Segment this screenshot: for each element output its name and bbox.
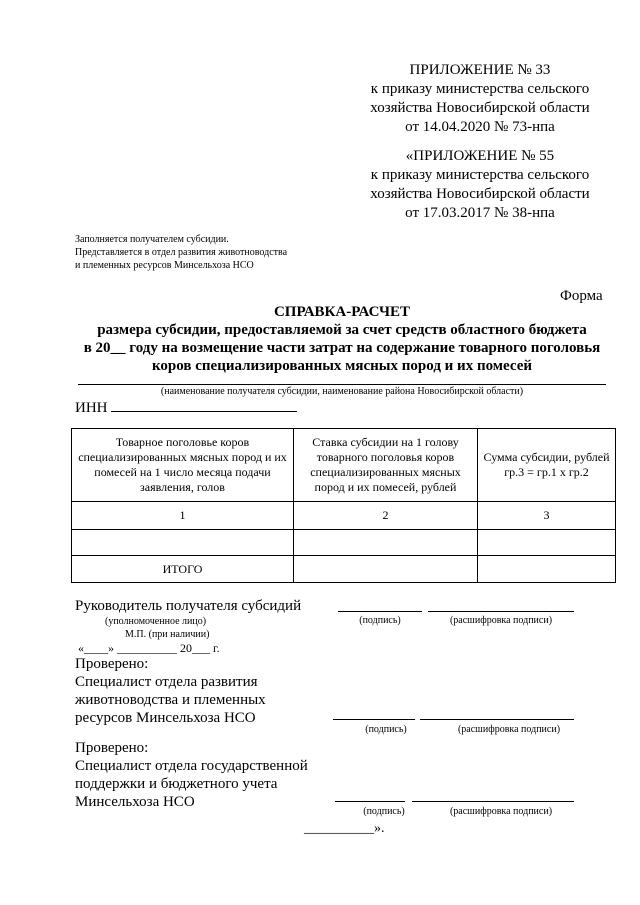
recipient-name-line [78,384,606,385]
date-line: «____» __________ 20___ г. [78,641,220,655]
form-label: Форма [560,288,603,304]
appendix-55-line: хозяйства Новосибирской области [370,186,590,202]
title-line: размера субсидии, предоставляемой за счет средств областного бюджета [97,322,587,338]
stamp-note: М.П. (при наличии) [125,629,210,640]
header-cell: Сумма субсидии, рублей гр.3 = гр.1 х гр.2 [478,429,616,502]
specialist-2-line: Специалист отдела государственной [75,758,308,774]
inn-row [75,399,297,417]
title-line: коров специализированных мясных пород и их помесей [151,358,532,374]
specialist-1-line: ресурсов Минсельхоза НСО [75,710,256,726]
specialist-2-line: Минсельхоза НСО [75,794,195,810]
closing-mark: __________». [304,821,385,836]
total-row [72,556,616,583]
signature-line [335,801,405,802]
checked-label: Проверено: [75,656,149,672]
table-cell [72,530,294,556]
appendix-55-line: от 17.03.2017 № 38-нпа [405,205,555,221]
appendix-33 [330,61,630,137]
total-label: ИТОГО [72,556,294,583]
specialist-2 [75,757,308,811]
column-number: 1 [72,502,294,530]
signature-caption: (подпись) [363,806,405,817]
document-title [70,303,614,375]
subsidy-table [71,428,616,583]
appendix-55 [330,147,630,223]
column-number: 3 [478,502,616,530]
specialist-1 [75,673,266,727]
signature-decode-line [428,611,574,612]
filling-note-line: Заполняется получателем субсидии. [75,234,229,245]
signature-line [338,611,422,612]
appendix-33-line: от 14.04.2020 № 73-нпа [405,119,555,135]
column-number-row [72,502,616,530]
signature-caption: (подпись) [359,615,401,626]
appendix-55-heading: «ПРИЛОЖЕНИЕ № 55 [405,148,555,164]
recipient-caption: (наименование получателя субсидии, наименование района Новосибирской области) [160,386,524,397]
filling-note [75,233,287,272]
table-cell [478,530,616,556]
checked-label: Проверено: [75,740,149,756]
appendix-33-heading: ПРИЛОЖЕНИЕ № 33 [409,62,551,78]
signature-decode-line [420,719,574,720]
column-number: 2 [294,502,478,530]
appendix-33-line: к приказу министерства сельского [370,81,590,97]
head-label: Руководитель получателя субсидий [75,598,302,614]
table-cell [294,530,478,556]
title-main: СПРАВКА-РАСЧЕТ [273,304,411,320]
title-line: в 20__ году на возмещение части затрат на содержание товарного поголовья [83,340,601,356]
filling-note-line: и племенных ресурсов Минсельхоза НСО [75,260,254,271]
specialist-2-line: поддержки и бюджетного учета [75,776,278,792]
header-cell: Товарное поголовье коров специализированных мясных пород и их помесей на 1 число месяца подачи заявления, голов [72,429,294,502]
table-row [72,530,616,556]
appendix-55-line: к приказу министерства сельского [370,167,590,183]
signature-line [333,719,415,720]
authorized-person: (уполномоченное лицо) [105,616,207,627]
decode-caption: (расшифровка подписи) [449,806,553,817]
decode-caption: (расшифровка подписи) [449,615,553,626]
decode-caption: (расшифровка подписи) [457,724,561,735]
inn-label: ИНН [75,400,108,416]
specialist-1-line: Специалист отдела развития [75,674,258,690]
filling-note-line: Представляется в отдел развития животноводства [75,247,288,258]
table-cell [294,556,478,583]
signature-decode-line [412,801,574,802]
table-header-row [72,429,616,502]
appendix-33-line: хозяйства Новосибирской области [370,100,590,116]
signature-caption: (подпись) [365,724,407,735]
inn-line [111,399,297,412]
table-cell [478,556,616,583]
header-cell: Ставка субсидии на 1 голову товарного поголовья коров специализированных мясных пород и их помесей, рублей [294,429,478,502]
specialist-1-line: животноводства и племенных [75,692,266,708]
